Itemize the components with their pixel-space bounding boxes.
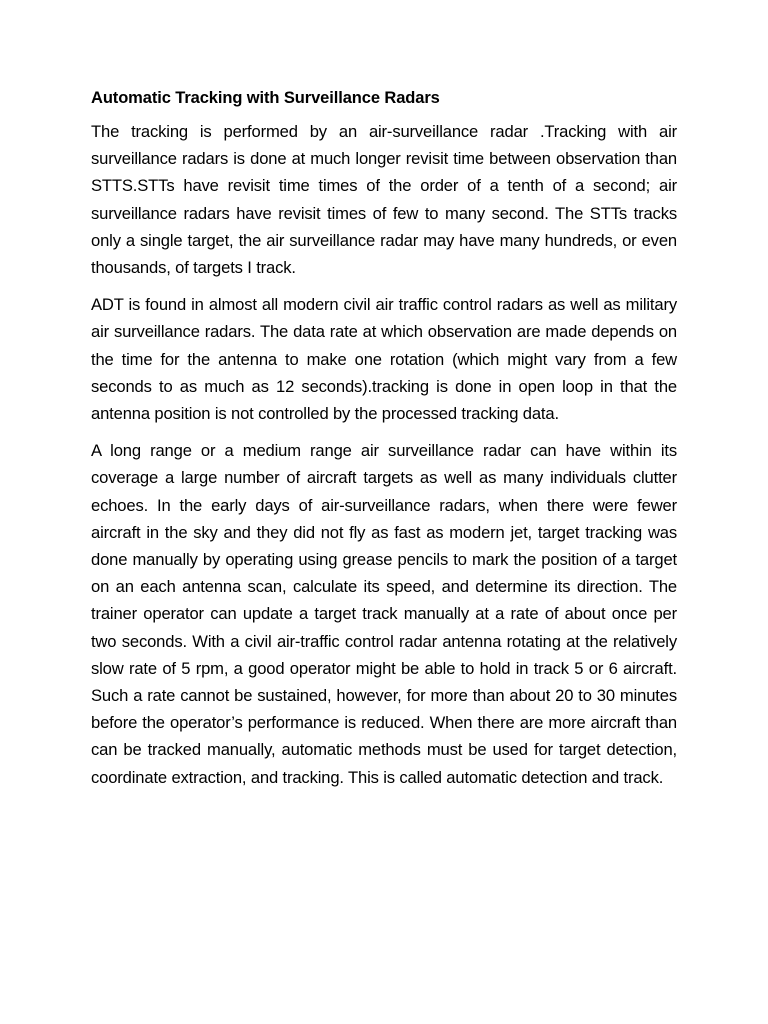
paragraph-1: The tracking is performed by an air-surveillance radar .Tracking with air surveillance radars is done at much longer revisit time between observation than STTS.STTs have revisit time times of the order of a tenth of a second; air surveillance radars have revisit times of few to many second. The STTs tracks only a single target, the air surveillance radar may have many hundreds, or even thousands, of targets I track. [91, 122, 677, 278]
document-title: Automatic Tracking with Surveillance Radars [91, 89, 440, 107]
paragraph-3: A long range or a medium range air surveillance radar can have within its coverage a large number of aircraft targets as well as many individuals clutter echoes. In the early days of air-surveillance radars, when there were fewer aircraft in the sky and they did not fly as fast as modern jet, target tracking was done manually by operating using grease pencils to mark the position of a target on an each antenna scan, calculate its speed, and determine its direction. The trainer operator can update a target track manually at a rate of about once per two seconds. With a civil air-traffic control radar antenna rotating at the relatively slow rate of 5 rpm, a good operator might be able to hold in track 5 or 6 aircraft. Such a rate cannot be sustained, however, for more than about 20 to 30 minutes before the operator’s performance is reduced. When there are more aircraft than can be tracked manually, automatic methods must be used for target detection, coordinate extraction, and tracking. This is called automatic detection and track. [91, 441, 677, 787]
document-page [91, 88, 677, 801]
paragraph-2: ADT is found in almost all modern civil air traffic control radars as well as military air surveillance radars. The data rate at which observation are made depends on the time for the antenna to make one rotation (which might vary from a few seconds to as much as 12 seconds).tracking is done in open loop in that the antenna position is not controlled by the processed tracking data. [91, 295, 677, 424]
